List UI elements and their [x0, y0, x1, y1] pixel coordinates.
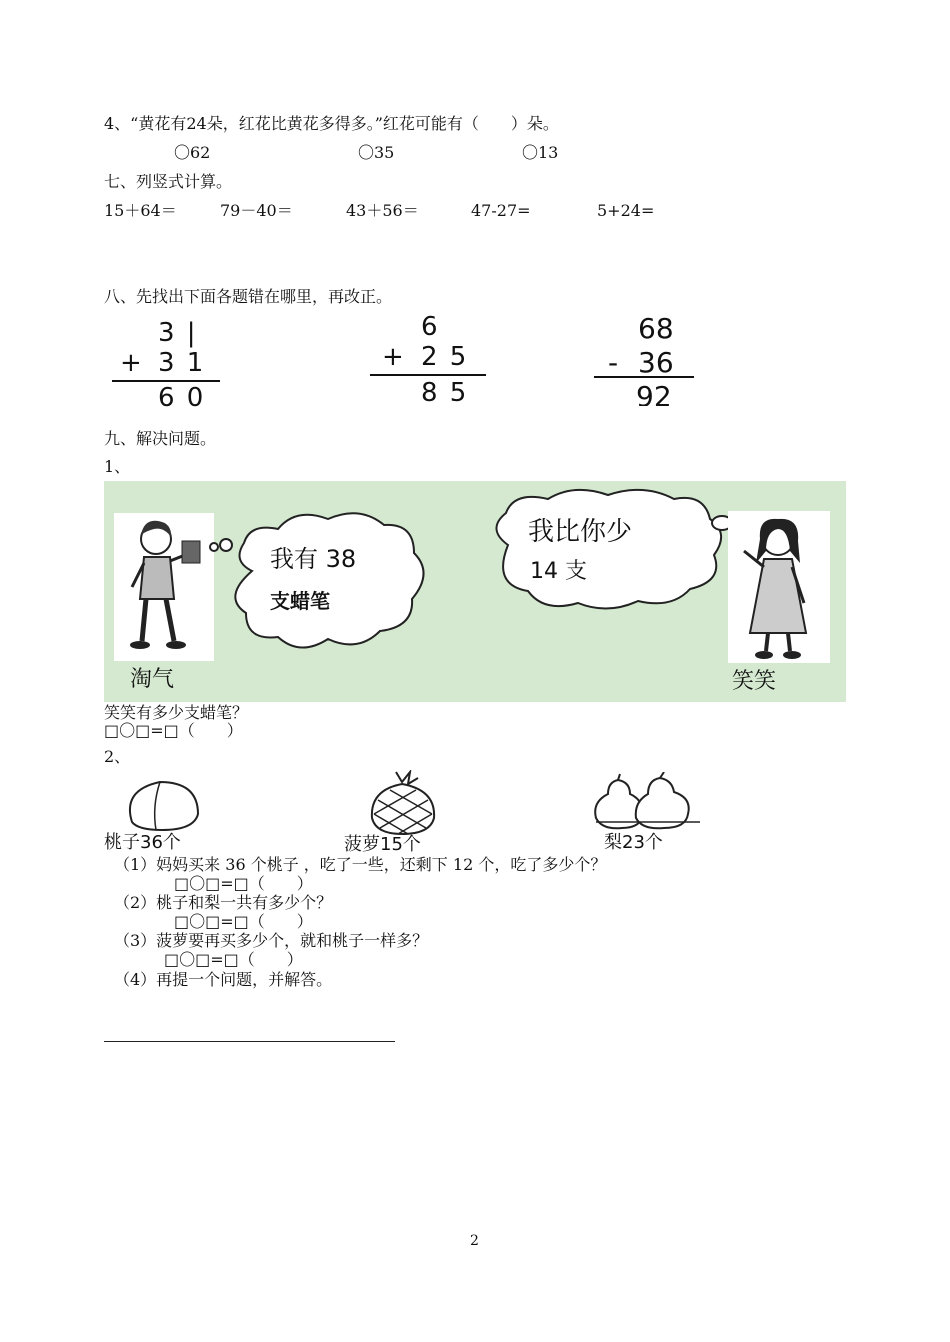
girl-speech-line-2: 14 支: [530, 559, 587, 584]
calc-problem-5: 5+24=: [597, 201, 655, 220]
problem-2-answer-1[interactable]: □〇□=□（ ）: [174, 874, 313, 893]
peach-label: 桃子36个: [104, 832, 181, 853]
pears-icon: [588, 772, 704, 830]
pineapple-icon: [366, 770, 440, 836]
section-8-heading: 八、先找出下面各题错在哪里，再改正。: [104, 287, 393, 306]
vp3-bottom: 36: [638, 346, 674, 379]
girl-figure-icon: [728, 511, 830, 663]
problem-2-question-2: （2）桃子和梨一共有多少个？: [114, 893, 333, 912]
vp1-line: [112, 380, 220, 382]
vp2-result: 8 5: [421, 378, 469, 408]
q4-option-c[interactable]: 〇13: [522, 143, 559, 162]
vp3-line: [594, 376, 694, 378]
vp3-operator: -: [608, 346, 619, 379]
girl-thought-cloud-icon: [478, 485, 748, 615]
vp1-top: 3 |: [158, 318, 198, 348]
problem-1-answer-template[interactable]: □〇□=□（ ）: [104, 721, 243, 740]
problem-1-question: 笑笑有多少支蜡笔？: [104, 703, 249, 722]
girl-name-label: 笑笑: [732, 669, 777, 694]
pineapple-label: 菠萝15个: [344, 834, 421, 855]
vp1-operator: +: [120, 348, 142, 378]
vp1-result: 6 0: [158, 383, 206, 413]
problem-2-number: 2、: [104, 747, 131, 766]
vp2-line: [370, 374, 486, 376]
page-number: 2: [470, 1233, 479, 1249]
vp2-bottom: 2 5: [421, 342, 469, 372]
vp3-result: 92: [636, 380, 672, 406]
q4-text: 4、“黄花有24朵，红花比黄花多得多。”红花可能有（ ）朵。: [104, 114, 559, 133]
girl-speech-line-1: 我比你少: [528, 517, 633, 547]
calc-problem-4: 47-27=: [471, 201, 531, 220]
problem-2-question-3: （3）菠萝要再买多少个，就和桃子一样多？: [114, 931, 429, 950]
section-7-heading: 七、列竖式计算。: [104, 172, 233, 191]
vp2-operator: +: [382, 342, 404, 372]
girl-portrait: [728, 511, 830, 663]
vp1-bottom: 3 1: [158, 348, 206, 378]
problem-2-question-1: （1）妈妈买来 36 个桃子 ，吃了一些，还剩下 12 个，吃了多少个？: [114, 855, 607, 874]
boy-portrait: [114, 513, 214, 661]
problem-2-answer-2[interactable]: □〇□=□（ ）: [174, 912, 313, 931]
section-9-heading: 九、解决问题。: [104, 429, 217, 448]
peach-icon: [122, 776, 206, 834]
vp2-top: 6: [421, 312, 438, 342]
crayon-scene: [104, 481, 846, 702]
q4-option-a[interactable]: 〇62: [174, 143, 211, 162]
problem-1-number: 1、: [104, 457, 131, 476]
q4-option-b[interactable]: 〇35: [358, 143, 395, 162]
footnote-rule: [104, 1041, 395, 1042]
boy-thought-cloud-icon: [200, 501, 436, 661]
problem-2-question-4: （4）再提一个问题，并解答。: [114, 970, 333, 989]
boy-speech-line-1: 我有 38: [270, 545, 357, 573]
boy-speech-line-2: 支蜡笔: [270, 589, 330, 613]
calc-problem-3: 43＋56＝: [346, 201, 419, 220]
pear-label: 梨23个: [604, 832, 663, 853]
boy-name-label: 淘气: [130, 667, 175, 692]
boy-figure-icon: [114, 513, 214, 661]
vp3-top: 68: [638, 312, 674, 345]
problem-2-answer-3[interactable]: □〇□=□（ ）: [164, 950, 303, 969]
calc-problem-2: 79－40＝: [220, 201, 293, 220]
calc-problem-1: 15＋64＝: [104, 201, 177, 220]
